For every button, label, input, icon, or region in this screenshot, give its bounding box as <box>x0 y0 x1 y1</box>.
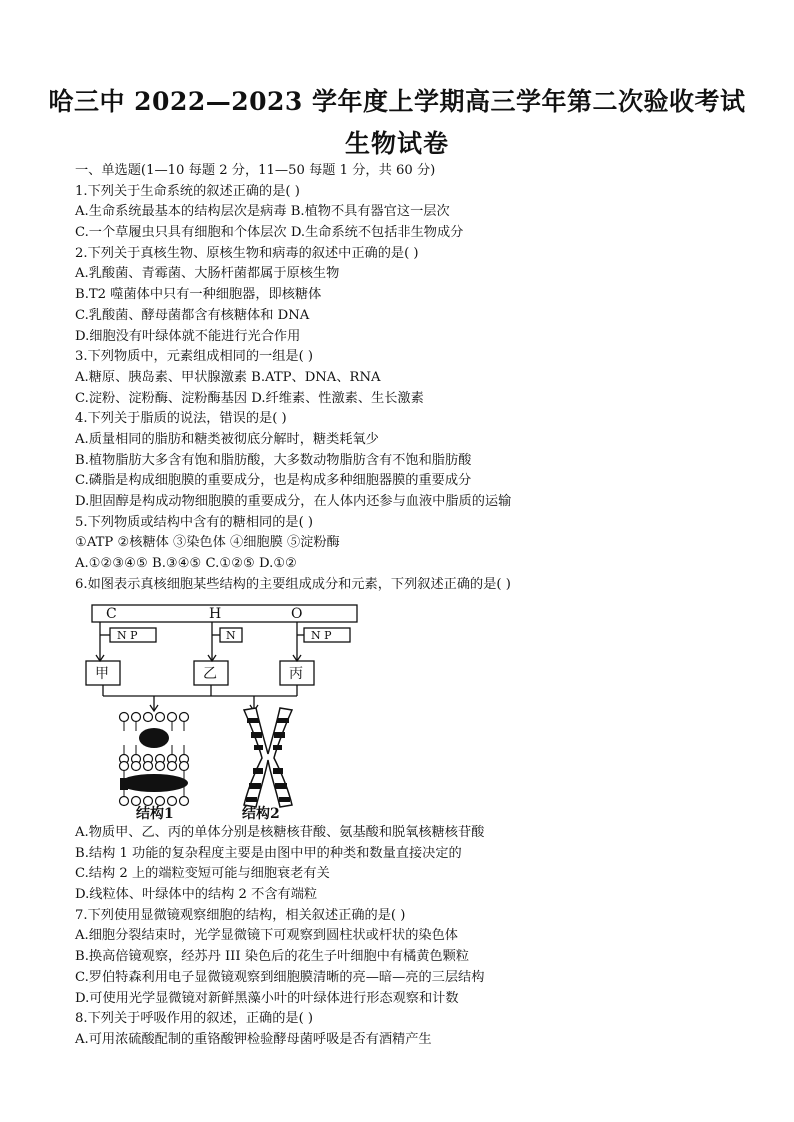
question-2-option-d: D.细胞没有叶绿体就不能进行光合作用 <box>75 328 301 344</box>
question-6-option-c: C.结构 2 上的端粒变短可能与细胞衰老有关 <box>75 866 330 882</box>
elements-box <box>92 605 357 622</box>
label-structure-1: 结构1 <box>136 806 174 820</box>
question-5-items: ①ATP ②核糖体 ③染色体 ④细胞膜 ⑤淀粉酶 <box>75 535 340 551</box>
cell-structure-diagram <box>84 600 384 820</box>
label-yi: 乙 <box>203 666 217 682</box>
question-1-options-ab: A.生命系统最基本的结构层次是病毒 B.植物不具有器官这一层次 <box>75 204 450 220</box>
question-7-option-a: A.细胞分裂结束时，光学显微镜下可观察到圆柱状或杆状的染色体 <box>75 928 458 944</box>
question-2-option-b: B.T2 噬菌体中只有一种细胞器，即核糖体 <box>75 287 322 303</box>
question-4-option-c: C.磷脂是构成细胞膜的重要成分，也是构成多种细胞器膜的重要成分 <box>75 473 472 489</box>
label-structure-2: 结构2 <box>242 806 280 820</box>
question-1-options-cd: C.一个草履虫只具有细胞和个体层次 D.生命系统不包括非生物成分 <box>75 225 464 241</box>
section-heading: 一、单选题(1—10 每题 2 分，11—50 每题 1 分，共 60 分) <box>75 163 436 178</box>
np-right-label: N P <box>311 629 332 642</box>
question-3-options-cd: C.淀粉、淀粉酶、淀粉酶基因 D.纤维素、性激素、生长激素 <box>75 390 424 406</box>
element-c: C <box>106 606 117 622</box>
question-7-option-d: D.可使用光学显微镜对新鲜黑藻小叶的叶绿体进行形态观察和计数 <box>75 990 459 1006</box>
question-4-stem: 4.下列关于脂质的说法，错误的是( ) <box>75 411 287 427</box>
question-4-option-b: B.植物脂肪大多含有饱和脂肪酸，大多数动物脂肪含有不饱和脂肪酸 <box>75 452 472 468</box>
exam-title: 哈三中 2022—2023 学年度上学期高三学年第二次验收考试 <box>48 87 746 116</box>
question-4-option-d: D.胆固醇是构成动物细胞膜的重要成分，在人体内还参与血液中脂质的运输 <box>75 494 512 509</box>
element-o: O <box>291 606 303 622</box>
question-3-stem: 3.下列物质中，元素组成相同的一组是( ) <box>75 349 314 365</box>
label-jia: 甲 <box>95 666 109 682</box>
question-2-stem: 2.下列关于真核生物、原核生物和病毒的叙述中正确的是( ) <box>75 245 419 261</box>
question-8-stem: 8.下列关于呼吸作用的叙述，正确的是( ) <box>75 1011 314 1027</box>
question-2-option-a: A.乳酸菌、青霉菌、大肠杆菌都属于原核生物 <box>75 266 340 282</box>
question-4-option-a: A.质量相同的脂肪和糖类被彻底分解时，糖类耗氧少 <box>75 431 379 447</box>
exam-subtitle: 生物试卷 <box>344 129 449 158</box>
n-middle-label: N <box>226 629 236 642</box>
question-6-option-a: A.物质甲、乙、丙的单体分别是核糖核苷酸、氨基酸和脱氧核糖核苷酸 <box>75 825 485 840</box>
question-7-option-b: B.换高倍镜观察，经苏丹 III 染色后的花生子叶细胞中有橘黄色颗粒 <box>75 949 469 965</box>
question-1-stem: 1.下列关于生命系统的叙述正确的是( ) <box>75 183 300 199</box>
question-7-stem: 7.下列使用显微镜观察细胞的结构，相关叙述正确的是( ) <box>75 907 406 923</box>
np-left-label: N P <box>117 629 138 642</box>
question-6-stem: 6.如图表示真核细胞某些结构的主要组成成分和元素，下列叙述正确的是( ) <box>75 576 511 592</box>
questions-block-1 <box>75 161 735 595</box>
question-7-option-c: C.罗伯特森利用电子显微镜观察到细胞膜清晰的亮—暗—亮的三层结构 <box>75 969 485 985</box>
label-bing: 丙 <box>289 666 303 682</box>
questions-block-2 <box>75 823 735 1051</box>
question-3-options-ab: A.糖原、胰岛素、甲状腺激素 B.ATP、DNA、RNA <box>75 369 381 385</box>
question-2-option-c: C.乳酸菌、酵母菌都含有核糖体和 DNA <box>75 307 310 323</box>
structure-2-chromosome-icon <box>244 708 292 807</box>
element-h: H <box>209 606 222 622</box>
question-6-option-b: B.结构 1 功能的复杂程度主要是由图中甲的种类和数量直接决定的 <box>75 845 462 861</box>
question-5-stem: 5.下列物质或结构中含有的糖相同的是( ) <box>75 514 314 530</box>
question-5-options: A.①②③④⑤ B.③④⑤ C.①②⑤ D.①② <box>75 556 297 572</box>
question-6-option-d: D.线粒体、叶绿体中的结构 2 不含有端粒 <box>75 887 318 903</box>
question-8-option-a: A.可用浓硫酸配制的重铬酸钾检验酵母菌呼吸是否有酒精产生 <box>75 1031 432 1047</box>
structure-1-membrane-icon <box>120 713 189 806</box>
